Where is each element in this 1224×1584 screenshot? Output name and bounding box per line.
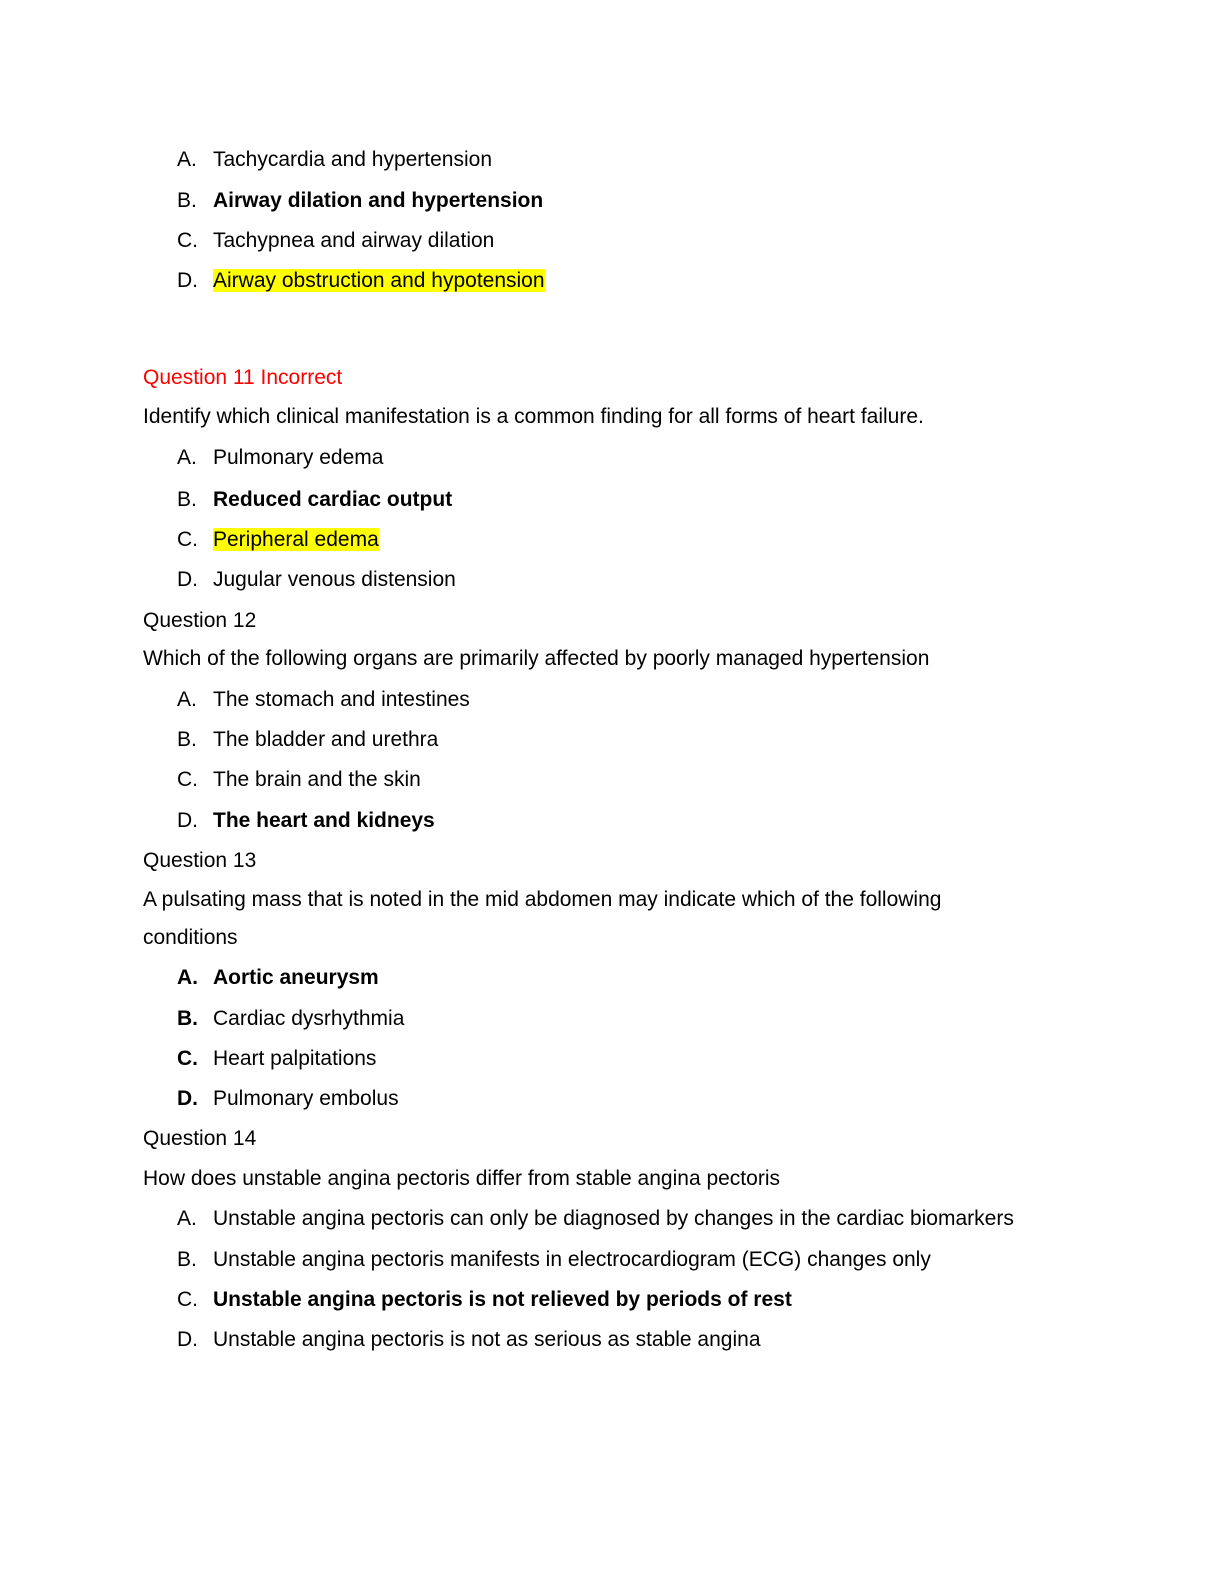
option-text: Tachycardia and hypertension (213, 148, 493, 171)
option-letter: D. (177, 1328, 198, 1351)
q13-heading: Question 13 (143, 849, 257, 872)
q14-option-d (177, 1327, 761, 1353)
q11-option-a (177, 445, 383, 471)
q11-heading: Question 11 Incorrect (143, 366, 343, 389)
option-letter: D. (177, 1087, 198, 1110)
option-letter: D. (177, 568, 198, 591)
option-text-selected: Unstable angina pectoris is not relieved by periods of rest (213, 1288, 792, 1311)
q13-option-d (177, 1086, 399, 1112)
q14-heading: Question 14 (143, 1127, 257, 1150)
option-text: Heart palpitations (213, 1047, 377, 1070)
q11-option-b (177, 487, 452, 513)
q13-stem-line1: A pulsating mass that is noted in the mid abdomen may indicate which of the following (143, 888, 942, 911)
option-text-correct-highlight: Airway obstruction and hypotension (213, 269, 545, 292)
q10-option-a (177, 147, 492, 173)
option-text-selected: The heart and kidneys (213, 809, 435, 832)
option-letter: A. (177, 966, 198, 989)
q12-option-d (177, 808, 435, 834)
option-letter: D. (177, 269, 198, 292)
option-letter: D. (177, 809, 198, 832)
option-letter: C. (177, 1288, 198, 1311)
q13-stem-line2: conditions (143, 926, 238, 949)
q13-option-a (177, 965, 379, 991)
option-text: Pulmonary embolus (213, 1087, 399, 1110)
option-text: Unstable angina pectoris manifests in electrocardiogram (ECG) changes only (213, 1248, 931, 1271)
option-letter: B. (177, 1248, 197, 1271)
option-text: The brain and the skin (213, 768, 421, 791)
q14-stem: How does unstable angina pectoris differ from stable angina pectoris (143, 1167, 780, 1190)
q14-option-c (177, 1287, 792, 1313)
q11-stem: Identify which clinical manifestation is a common finding for all forms of heart failure. (143, 405, 924, 428)
option-letter: C. (177, 229, 198, 252)
option-text: Jugular venous distension (213, 568, 456, 591)
option-letter: A. (177, 446, 197, 469)
q12-option-a (177, 687, 470, 713)
q13-option-b (177, 1006, 404, 1032)
q10-option-b (177, 188, 543, 214)
option-text: Pulmonary edema (213, 446, 384, 469)
q10-option-d (177, 268, 545, 294)
option-letter: C. (177, 528, 198, 551)
option-letter: B. (177, 488, 197, 511)
option-text: The stomach and intestines (213, 688, 470, 711)
q12-option-b (177, 727, 438, 753)
q14-option-a (177, 1206, 1014, 1232)
option-letter: C. (177, 1047, 198, 1070)
option-text: Unstable angina pectoris can only be diagnosed by changes in the cardiac biomarkers (213, 1207, 1014, 1230)
q14-option-b (177, 1247, 931, 1273)
option-text-selected: Aortic aneurysm (213, 966, 379, 989)
option-text-selected: Airway dilation and hypertension (213, 189, 544, 212)
q12-heading: Question 12 (143, 609, 257, 632)
q13-option-c (177, 1046, 376, 1072)
option-letter: B. (177, 189, 197, 212)
option-text: Tachypnea and airway dilation (213, 229, 495, 252)
option-letter: B. (177, 1007, 198, 1030)
option-text: Unstable angina pectoris is not as serious as stable angina (213, 1328, 761, 1351)
option-letter: A. (177, 1207, 197, 1230)
option-text-correct-highlight: Peripheral edema (213, 528, 379, 551)
q10-option-c (177, 228, 494, 254)
q11-option-d (177, 567, 456, 593)
option-text-selected: Reduced cardiac output (213, 488, 453, 511)
option-text: The bladder and urethra (213, 728, 439, 751)
q12-option-c (177, 767, 421, 793)
option-letter: A. (177, 688, 197, 711)
q12-stem: Which of the following organs are primarily affected by poorly managed hypertension (143, 647, 930, 670)
option-text: Cardiac dysrhythmia (213, 1007, 405, 1030)
q11-option-c (177, 527, 379, 553)
option-letter: B. (177, 728, 197, 751)
option-letter: C. (177, 768, 198, 791)
option-letter: A. (177, 148, 197, 171)
